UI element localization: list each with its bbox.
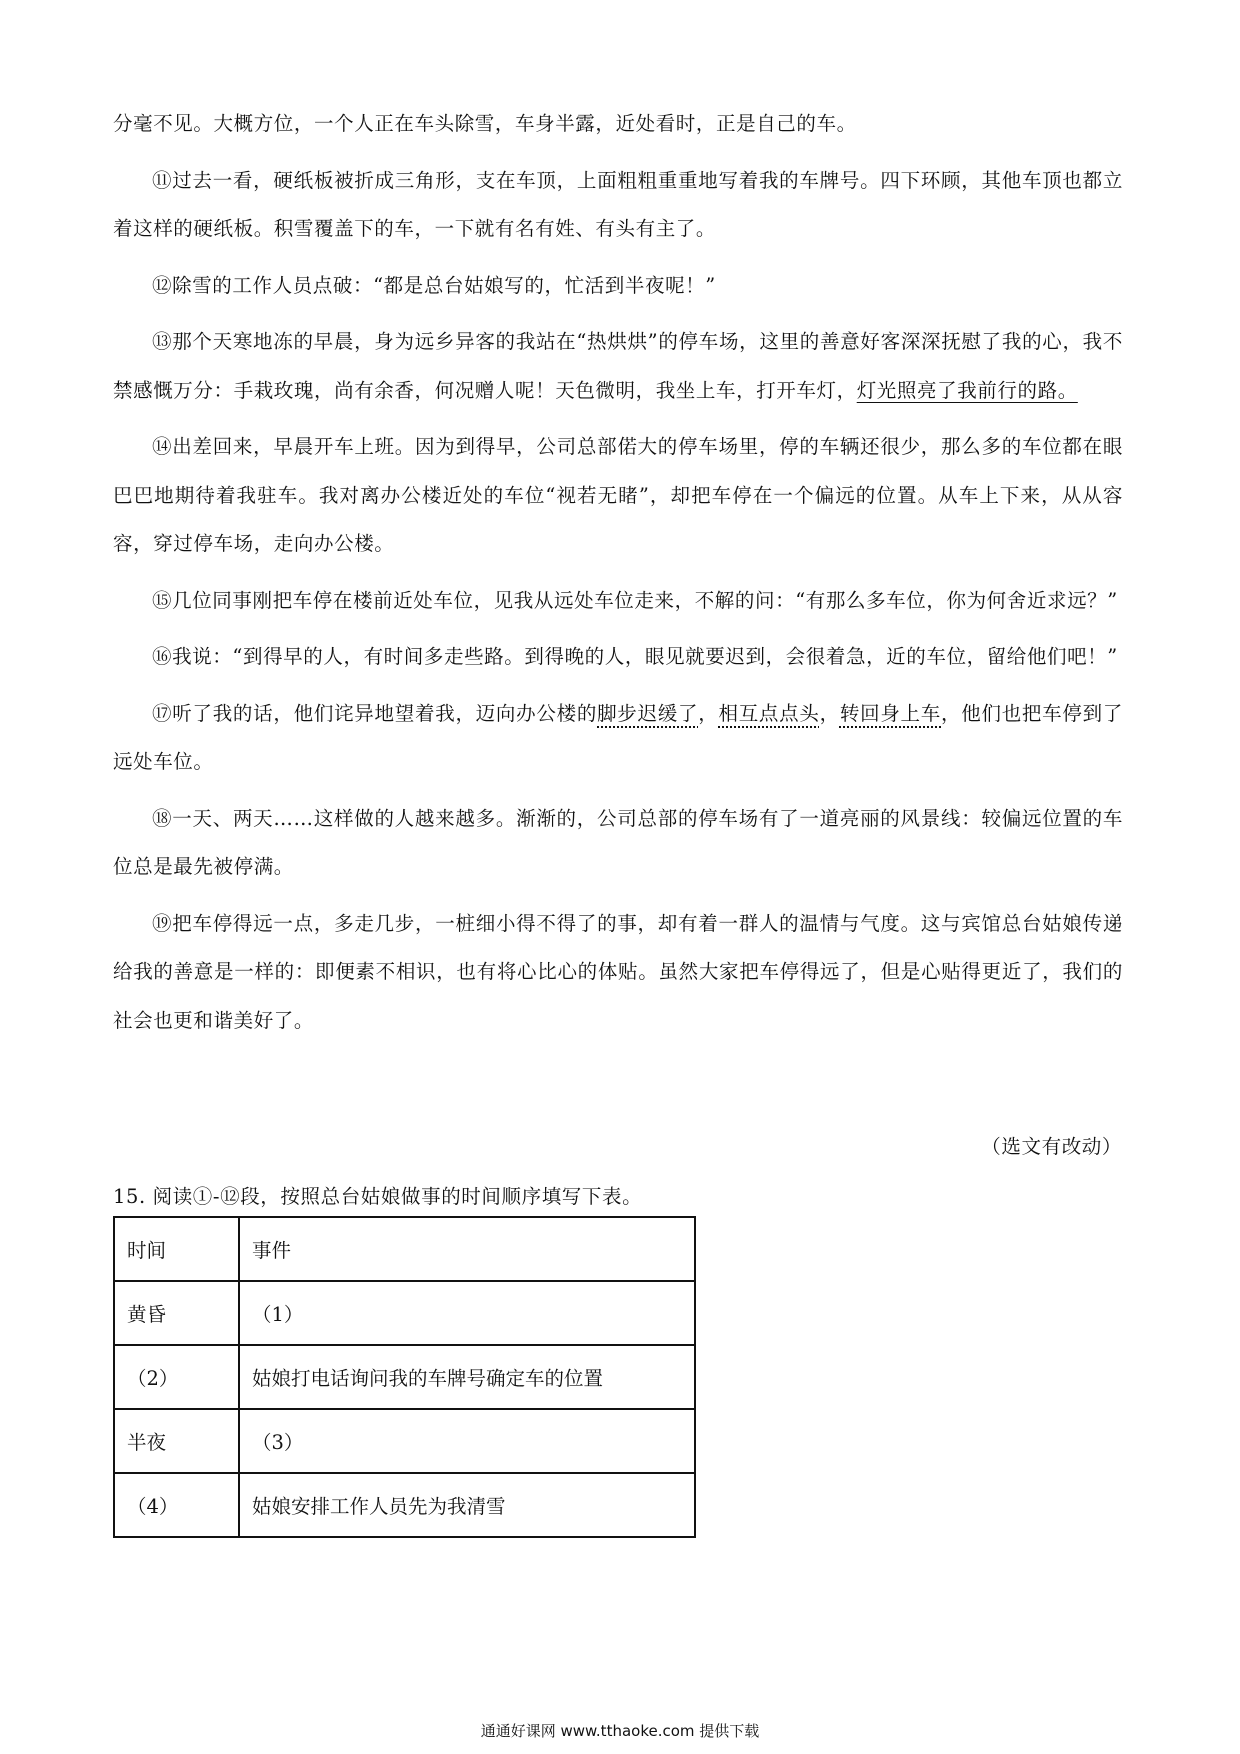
- table-cell-time: 半夜: [114, 1409, 239, 1473]
- paragraph-11: ⑪过去一看，硬纸板被折成三角形，支在车顶，上面粗粗重重地写着我的车牌号。四下环顾，其他车顶也都立着这样的硬纸板。积雪覆盖下的车，一下就有名有姓、有头有主了。: [113, 168, 1123, 240]
- table-header-time: 时间: [114, 1217, 239, 1281]
- table-row: [114, 1345, 695, 1409]
- paragraph-10-continuation: 分毫不见。大概方位，一个人正在车头除雪，车身半露，近处看时，正是自己的车。: [113, 112, 857, 135]
- paragraph-13: [113, 318, 1123, 415]
- table-cell-event[interactable]: （1）: [239, 1281, 695, 1345]
- paragraph-16: ⑯我说：“到得早的人，有时间多走些路。到得晚的人，眼见就要迟到，会很着急，近的车位，留给他们吧！”: [152, 645, 1118, 668]
- paragraph-17-comma-2: ，: [819, 701, 840, 725]
- question-15: 15. 阅读①-⑫段，按照总台姑娘做事的时间顺序填写下表。: [113, 1185, 643, 1208]
- table-row: [114, 1409, 695, 1473]
- paragraph-15: ⑮几位同事刚把车停在楼前近处车位，见我从远处车位走来，不解的问：“有那么多车位，你为何舍近求远？”: [152, 588, 1118, 612]
- paragraph-18: ⑱一天、两天……这样做的人越来越多。渐渐的，公司总部的停车场有了一道亮丽的风景线：较偏远位置的车位总是最先被停满。: [113, 806, 1123, 878]
- dotted-phrase-2: 相互点点头: [718, 701, 820, 725]
- dotted-phrase-1: 脚步迟缓了: [597, 701, 699, 725]
- answer-table: [113, 1216, 696, 1538]
- paragraph-17: [113, 690, 1123, 787]
- footer-watermark: 通通好课网 www.tthaoke.com 提供下载: [480, 1722, 760, 1740]
- table-cell-event[interactable]: （3）: [239, 1409, 695, 1473]
- paragraph-17-comma-1: ，: [698, 701, 719, 725]
- paragraph-14: ⑭出差回来，早晨开车上班。因为到得早，公司总部偌大的停车场里，停的车辆还很少，那么多的车位都在眼巴巴地期待着我驻车。我对离办公楼近处的车位“视若无睹”，却把车停在一个偏远的位置。从车上下来，从从容容，穿过停车场，走向办公楼。: [113, 435, 1123, 555]
- paragraph-12: ⑫除雪的工作人员点破：“都是总台姑娘写的，忙活到半夜呢！”: [152, 273, 716, 297]
- dotted-phrase-3: 转回身上车: [839, 701, 942, 725]
- table-header-event: 事件: [239, 1217, 695, 1281]
- paragraph-17-text: ⑰听了我的话，他们诧异地望着我，迈向办公楼的: [152, 701, 598, 725]
- table-cell-time: 黄昏: [114, 1281, 239, 1345]
- paragraph-13-text: ⑬那个天寒地冻的早晨，身为远乡异客的我站在“热烘烘”的停车场，这里的善意好客深深抚慰了我的心，我不禁感慨万分：手栽玫瑰，尚有余香，何况赠人呢！天色微明，我坐上车，打开车灯，: [113, 330, 1123, 402]
- paragraph-19: ⑲把车停得远一点，多走几步，一桩细小得不得了的事，却有着一群人的温情与气度。这与宾馆总台姑娘传递给我的善意是一样的：即便素不相识，也有将心比心的体贴。虽然大家把车停得远了，但是心贴得更近了，我们的社会也更和谐美好了。: [113, 911, 1123, 1032]
- table-cell-event: 姑娘打电话询问我的车牌号确定车的位置: [239, 1345, 695, 1409]
- table-cell-time[interactable]: （2）: [114, 1345, 239, 1409]
- table-cell-event: 姑娘安排工作人员先为我清雪: [239, 1473, 695, 1537]
- table-header-row: [114, 1217, 695, 1281]
- table-cell-time[interactable]: （4）: [114, 1473, 239, 1537]
- table-row: [114, 1281, 695, 1345]
- table-row: [114, 1473, 695, 1537]
- paragraph-17-ending: ，他们也把车停到了远处车位。: [113, 701, 1123, 773]
- source-note: （选文有改动）: [981, 1135, 1122, 1158]
- article-body: [113, 100, 1123, 1045]
- underlined-sentence: 灯光照亮了我前行的路。: [856, 378, 1078, 402]
